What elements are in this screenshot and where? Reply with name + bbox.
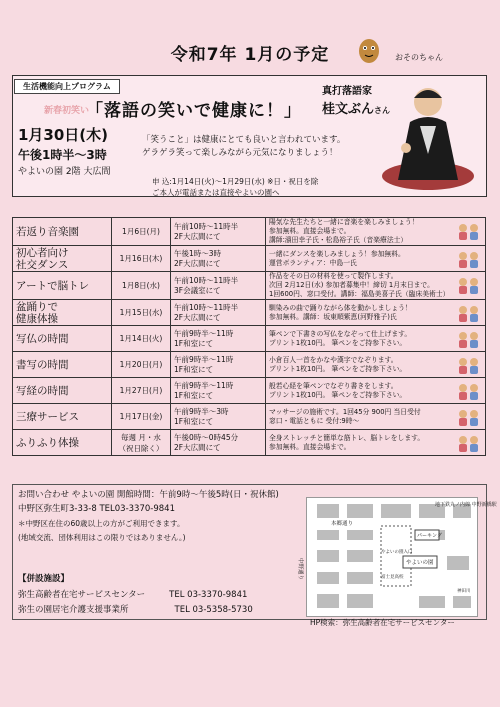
musicians-icon bbox=[454, 221, 482, 241]
activity-name-text: 写経の時間 bbox=[16, 384, 69, 397]
activity-info-text: 陽気な先生たちと一緒に音楽を楽しみましょう！ 参加無料。直接会場まで。 講師:濱田幸子氏・松島裕子氏（音楽療法士） bbox=[269, 218, 419, 244]
activity-info bbox=[266, 404, 486, 430]
facility-2: 弥生の園居宅介護支援事業所 TEL 03-5358-5730 bbox=[18, 605, 253, 615]
activity-name bbox=[13, 430, 112, 456]
activity-day bbox=[112, 378, 171, 404]
activity-time-text: 午前9時半～11時 1F和室にて bbox=[174, 328, 234, 348]
schedule-row bbox=[13, 246, 486, 272]
activity-info bbox=[266, 352, 486, 378]
schedule-table bbox=[12, 217, 486, 456]
activity-name bbox=[13, 404, 112, 430]
activity-name-text: 三療サービス bbox=[16, 410, 79, 423]
schedule-row bbox=[13, 326, 486, 352]
contact-address: 中野区弥生町3-33-8 TEL03-3370-9841 bbox=[18, 504, 175, 514]
map-label-yayoi: やよいの園 bbox=[406, 560, 434, 566]
activity-name bbox=[13, 326, 112, 352]
schedule-row bbox=[13, 352, 486, 378]
activity-time bbox=[171, 430, 266, 456]
activity-time-text: 午前9時半～3時 1F和室にて bbox=[174, 406, 229, 426]
activity-name-text: 初心者向け 社交ダンス bbox=[16, 246, 69, 271]
eligibility-note: ＊中野区在住の60歳以上の方がご利用できます。 bbox=[18, 519, 185, 528]
event-apply: 申 込:1月14日(火)～1月29日(水) ※日・祝日を除 ご本人が電話または直接やよいの園へ bbox=[152, 177, 319, 197]
massage-icon bbox=[454, 407, 482, 427]
activity-day-text: 1月20日(月) bbox=[119, 360, 163, 369]
hp-search: HP検索：弥生高齢者在宅サービスセンター bbox=[310, 618, 455, 627]
activity-day bbox=[112, 326, 171, 352]
event-title: 「落語の笑いで健康に！」 bbox=[86, 101, 302, 121]
activity-name-text: 盆踊りで 健康体操 bbox=[16, 300, 58, 325]
performer-role: 真打落語家 bbox=[322, 86, 372, 97]
activity-info-text: マッサージの施術です。1回45分 900円 当日受付 窓口・電話ともに 受付:9時～ bbox=[269, 407, 421, 425]
activity-time-text: 午前9時半～11時 1F和室にて bbox=[174, 380, 234, 400]
event-date: 1月30日(木) bbox=[18, 126, 109, 144]
event-description: 「笑うこと」は健康にとても良いと言われています。 ゲラゲラ笑って楽しみながら元気になりましょう！ bbox=[142, 135, 346, 158]
exercise-icon bbox=[454, 433, 482, 453]
activity-info bbox=[266, 272, 486, 300]
activity-info bbox=[266, 326, 486, 352]
schedule-row bbox=[13, 218, 486, 246]
activity-day-text: 1月16日(木) bbox=[119, 254, 163, 263]
activity-name bbox=[13, 378, 112, 404]
activity-time bbox=[171, 246, 266, 272]
activity-day-text: 1月27日(月) bbox=[119, 386, 163, 395]
buddha-icon bbox=[454, 329, 482, 349]
schedule-row bbox=[13, 378, 486, 404]
activity-info bbox=[266, 218, 486, 246]
facility-1: 弥生高齢者在宅サービスセンター TEL 03-3370-9841 bbox=[18, 590, 248, 600]
activity-info-text: 筆ペンで下書きの写仏をなぞって仕上げます。 プリント1枚10円。 筆ペンをご持参下さい。 bbox=[269, 329, 412, 347]
activity-info-text: 全身ストレッチと簡単な筋トレ、脳トレをします。 参加無料。直接会場まで。 bbox=[269, 433, 425, 451]
activity-day-text: 1月17日(金) bbox=[119, 412, 163, 421]
mascot-label: おそのちゃん bbox=[395, 53, 443, 62]
activity-time-text: 午前10時～11時半 2F大広間にて bbox=[174, 221, 239, 241]
activity-name-text: アートで脳トレ bbox=[16, 279, 90, 292]
schedule-row bbox=[13, 430, 486, 456]
activity-info bbox=[266, 246, 486, 272]
activity-day-text: 1月14日(火) bbox=[119, 334, 163, 343]
activity-info-text: 作品をその日の材料を使って製作します。 次回 2月12日(水) 参加者募集中！締切 1月末日まで。 1回600円、窓口受付。講師：福島美喜子氏（臨床美術士） bbox=[269, 272, 450, 298]
schedule-row bbox=[13, 272, 486, 300]
activity-time-text: 午後1時～3時 2F大広間にて bbox=[174, 248, 222, 268]
activity-info-text: 般若心経を筆ペンでなぞり書きをします。 プリント1枚10円。 筆ペンをご持参下さい。 bbox=[269, 381, 407, 399]
activity-name bbox=[13, 272, 112, 300]
program-tag: 生活機能向上プログラム bbox=[14, 79, 120, 94]
dancer-icon bbox=[454, 303, 482, 323]
map-street-hongo: 本郷通り bbox=[331, 521, 354, 527]
activity-day-text: 1月6日(月) bbox=[122, 227, 160, 236]
activity-day bbox=[112, 246, 171, 272]
activity-day bbox=[112, 430, 171, 456]
facilities-title: 【併設施設】 bbox=[18, 574, 70, 584]
schedule-row bbox=[13, 300, 486, 326]
activity-day bbox=[112, 300, 171, 326]
contact-hours: お問い合わせ やよいの園 開館時間：午前9時～午後5時(日・祝休館) bbox=[18, 490, 279, 500]
map-label-parking: パーキング bbox=[417, 533, 442, 539]
activity-time bbox=[171, 300, 266, 326]
activity-name bbox=[13, 246, 112, 272]
activity-name bbox=[13, 352, 112, 378]
activity-day bbox=[112, 352, 171, 378]
activity-name-text: 写仏の時間 bbox=[16, 332, 69, 345]
penguin-icon bbox=[454, 249, 482, 269]
map-street-nakano: 中野通り bbox=[297, 558, 303, 581]
activity-info bbox=[266, 300, 486, 326]
performer-photo bbox=[380, 80, 475, 192]
activity-time-text: 午前10時～11時半 2F大広間にて bbox=[174, 302, 239, 322]
activity-info-text: 馴染みの曲で踊りながら体を動かしましょう！ 参加無料。講師：坂東順紫恵(河野雅子)氏 bbox=[269, 303, 412, 321]
event-title-prefix: 新春初笑い bbox=[44, 106, 90, 116]
activity-time-text: 午後0時～0時45分 2F大広間にて bbox=[174, 432, 239, 452]
activity-day-text: 1月8日(水) bbox=[122, 281, 160, 290]
activity-day-text: 毎週 月・水 （祝日除く） bbox=[118, 432, 164, 453]
activity-info bbox=[266, 378, 486, 404]
sutra-icon bbox=[454, 381, 482, 401]
access-map bbox=[297, 497, 497, 617]
activity-time bbox=[171, 378, 266, 404]
schedule-row bbox=[13, 404, 486, 430]
activity-name bbox=[13, 300, 112, 326]
activity-day bbox=[112, 272, 171, 300]
page-title: 令和7年 1月の予定 bbox=[170, 45, 330, 65]
activity-info-text: 小倉百人一首をかなや漢字でなぞります。 プリント1枚10円。 筆ペンをご持参下さい。 bbox=[269, 355, 407, 373]
activity-name-text: 若返り音楽園 bbox=[16, 225, 79, 238]
activity-name bbox=[13, 218, 112, 246]
activity-name-text: ふりふり体操 bbox=[16, 436, 79, 449]
map-label-river: 神田川 bbox=[457, 589, 471, 594]
calligraphy-icon bbox=[454, 355, 482, 375]
map-label-school: 富士見高校 bbox=[381, 575, 404, 580]
activity-time-text: 午前10時～11時半 3F会議室にて bbox=[174, 275, 239, 295]
map-label-entrance: やよいの園入口 bbox=[381, 550, 413, 555]
activity-time-text: 午前9時半～11時 1F和室にて bbox=[174, 354, 234, 374]
eligibility-exception: (地域交流、団体利用はこの限りではありません。) bbox=[18, 533, 186, 542]
activity-time bbox=[171, 218, 266, 246]
activity-time bbox=[171, 352, 266, 378]
event-venue: やよいの園 2階 大広間 bbox=[18, 167, 111, 177]
activity-day bbox=[112, 404, 171, 430]
activity-info-text: 一緒にダンスを楽しみましょう！参加無料。 運営ボランティア：中島一氏 bbox=[269, 249, 405, 267]
performer-name: 桂文ぶんさん bbox=[322, 102, 391, 117]
activity-time bbox=[171, 272, 266, 300]
activity-info bbox=[266, 430, 486, 456]
map-station-label: 地下鉄丸ノ内線 中野新橋駅 bbox=[435, 502, 497, 508]
activity-time bbox=[171, 326, 266, 352]
activity-time bbox=[171, 404, 266, 430]
activity-day bbox=[112, 218, 171, 246]
activity-name-text: 書写の時間 bbox=[16, 358, 69, 371]
mascot-icon bbox=[356, 35, 382, 65]
art-icon bbox=[454, 275, 482, 295]
event-time: 午後1時半～3時 bbox=[18, 148, 107, 162]
activity-day-text: 1月15日(水) bbox=[119, 308, 163, 317]
